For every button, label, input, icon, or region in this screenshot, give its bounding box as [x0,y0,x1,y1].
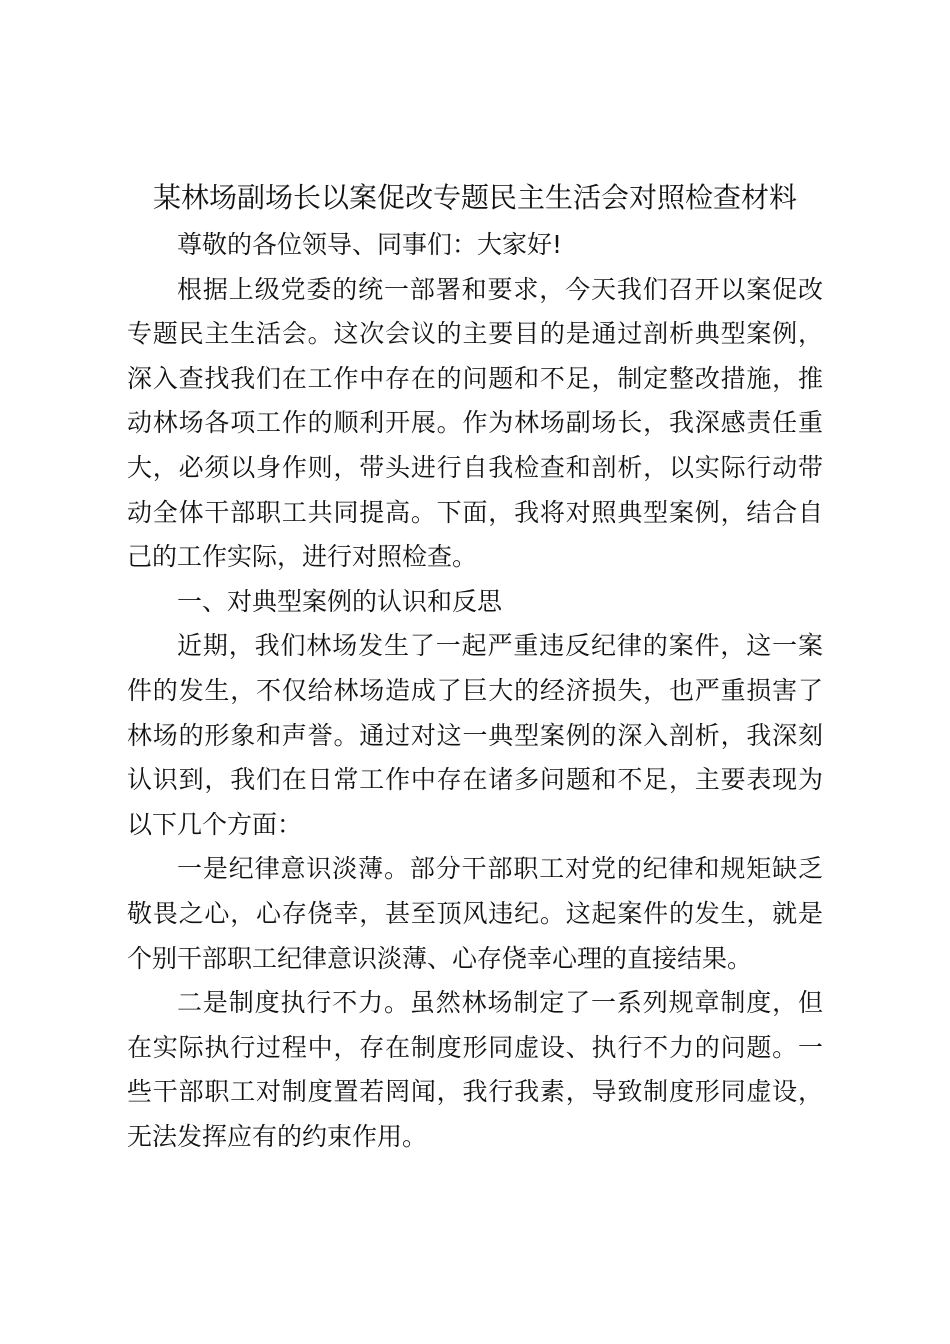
greeting-paragraph: 尊敬的各位领导、同事们：大家好! [177,230,563,259]
section-heading: 一、对典型案例的认识和反思 [177,586,503,616]
document-title: 某林场副场长以案促改专题民主生活会对照检查材料 [152,181,797,214]
intro-paragraph: 根据上级党委的统一部署和要求，今天我们召开以案促改专题民主生活会。这次会议的主要目的是通过剖析典型案例，深入查找我们在工作中存在的问题和不足，制定整改措施，推动林场各项工作的顺利开展。作为林场副场长，我深感责任重大，必须以身作则，带头进行自我检查和剖析，以实际行动带动全体干部职工共同提高。下面，我将对照典型案例，结合自己的工作实际，进行对照检查。 [127,274,823,572]
point-two-paragraph: 二是制度执行不力。虽然林场制定了一系列规章制度，但在实际执行过程中，存在制度形同虚设、执行不力的问题。一些干部职工对制度置若罔闻，我行我素，导致制度形同虚设，无法发挥应有的约束作用。 [127,988,823,1151]
document-body [127,223,823,1159]
case-paragraph: 近期，我们林场发生了一起严重违反纪律的案件，这一案件的发生，不仅给林场造成了巨大的经济损失，也严重损害了林场的形象和声誉。通过对这一典型案例的深入剖析，我深刻认识到，我们在日常工作中存在诸多问题和不足，主要表现为以下几个方面： [127,631,823,839]
point-one-paragraph: 一是纪律意识淡薄。部分干部职工对党的纪律和规矩缺乏敬畏之心，心存侥幸，甚至顶风违纪。这起案件的发生，就是个别干部职工纪律意识淡薄、心存侥幸心理的直接结果。 [127,854,823,973]
